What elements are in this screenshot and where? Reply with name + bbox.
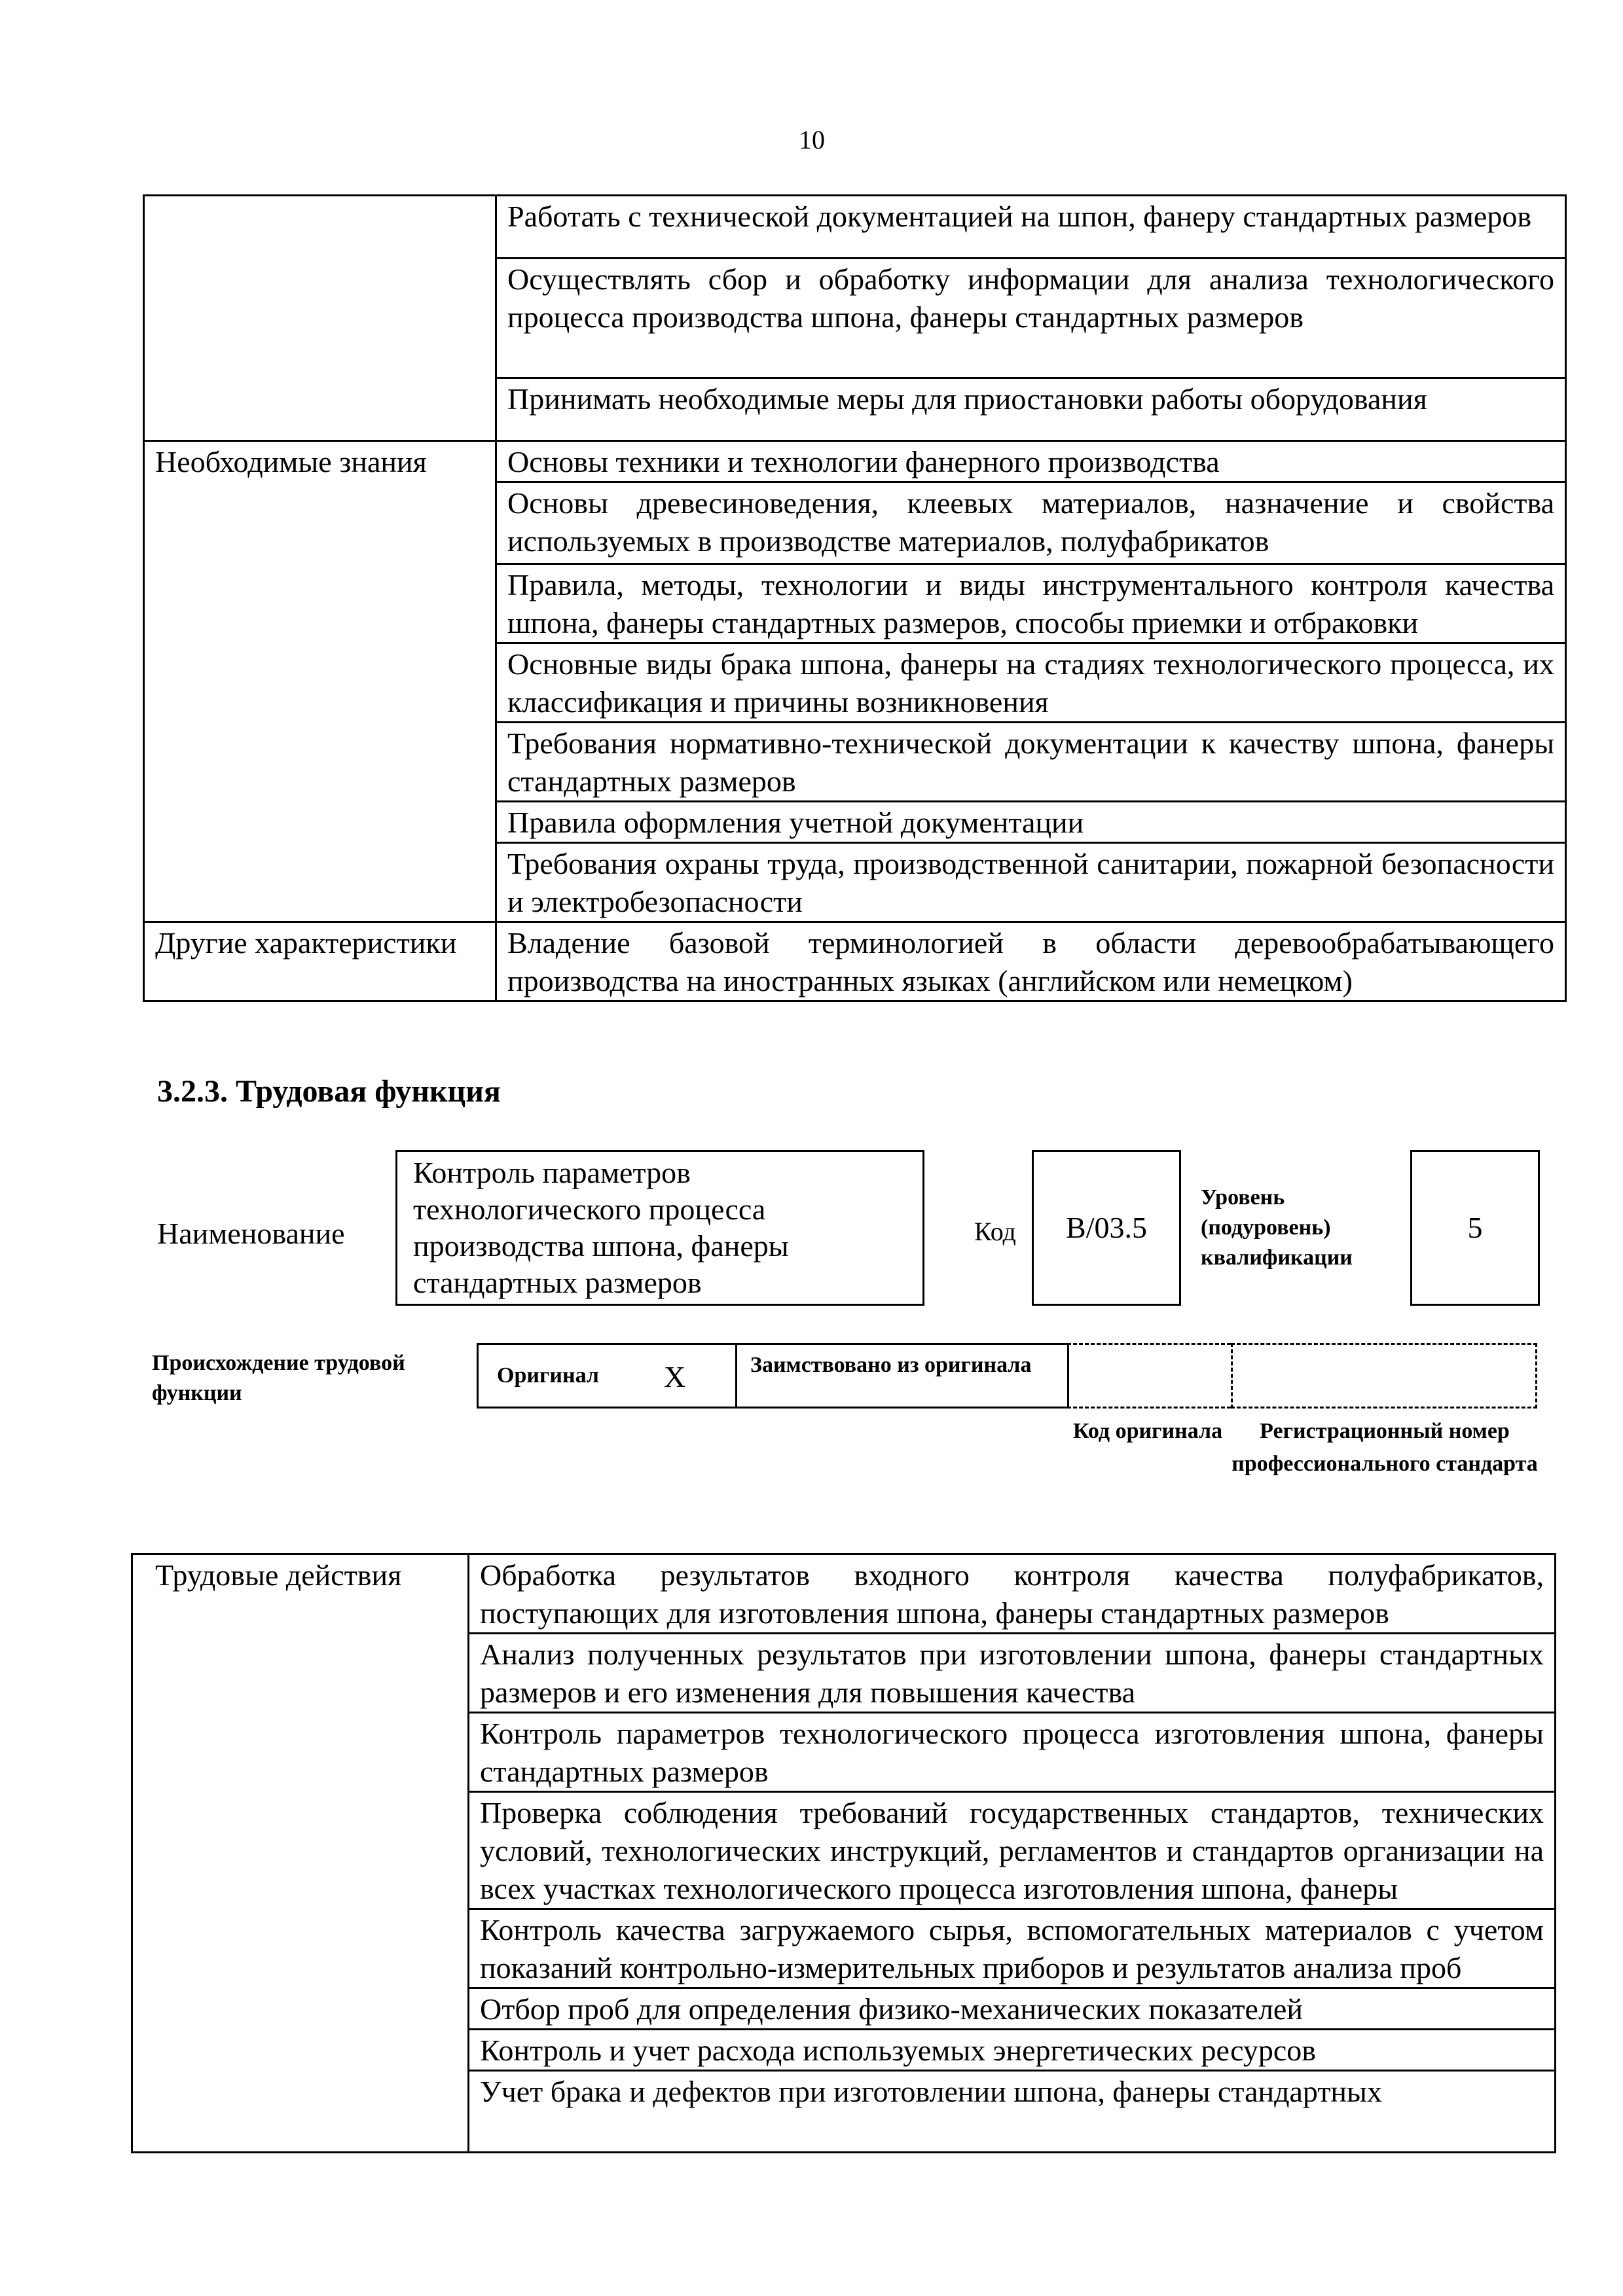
origin-mark: X [664,1360,686,1393]
registration-number-caption: Регистрационный номер профессионального стандарта [1231,1419,1538,1476]
row-text: Анализ полученных результатов при изготовлении шпона, фанеры стандартных размеров и его изменения для повышения качества [469,1634,1556,1713]
row-text: Владение базовой терминологией в области деревообрабатывающего производства на иностранных языках (английском или немецком) [496,922,1566,1001]
row-text: Обработка результатов входного контроля качества полуфабрикатов, поступающих для изготовления шпона, фанеры стандартных размеров [469,1554,1556,1634]
row-text: Отбор проб для определения физико-механических показателей [469,1988,1556,2030]
row-text: Требования нормативно-технической документации к качеству шпона, фанеры стандартных размеров [496,723,1566,802]
row-text: Требования охраны труда, производственной санитарии, пожарной безопасности и электробезопасности [496,843,1566,922]
table-row [144,196,1566,259]
code-value-box: В/03.5 [1032,1150,1181,1306]
row-text: Принимать необходимые меры для приостановки работы оборудования [496,378,1566,441]
row-text: Правила, методы, технологии и виды инструментального контроля качества шпона, фанеры стандартных размеров, способы приемки и отбраковки [496,564,1566,643]
row-text: Основные виды брака шпона, фанеры на стадиях технологического процесса, их классификация и причины возникновения [496,643,1566,723]
row-text: Работать с технической документацией на шпон, фанеру стандартных размеров [496,196,1566,259]
row-text: Осуществлять сбор и обработку информации для анализа технологического процесса производства шпона, фанеры стандартных размеров [496,258,1566,378]
qualification-level-box: 5 [1410,1150,1540,1306]
origin-borrowed-box [737,1343,1067,1408]
skills-knowledge-table [143,194,1567,1002]
row-text: Основы техники и технологии фанерного производства [496,441,1566,482]
row-text: Контроль параметров технологического процесса изготовления шпона, фанеры стандартных размеров [469,1713,1556,1792]
code-label: Код [974,1217,1016,1246]
original-code-box [1067,1343,1231,1408]
table-row [144,441,1566,482]
row-label: Необходимые знания [144,441,496,922]
row-label [144,196,496,441]
original-code-caption: Код оригинала [1072,1419,1223,1443]
labor-actions-table [131,1553,1556,2153]
origin-label: Происхождение трудовой функции [152,1351,405,1405]
table-row [144,922,1566,1001]
table-row [132,1554,1556,1634]
row-text: Правила оформления учетной документации [496,802,1566,843]
row-label: Другие характеристики [144,922,496,1001]
name-label: Наименование [157,1217,345,1250]
origin-borrowed-text: Заимствовано из оригинала [750,1353,1032,1377]
row-text: Контроль качества загружаемого сырья, вспомогательных материалов с учетом показаний контрольно-измерительных приборов и результатов анализа проб [469,1909,1556,1988]
qualification-level-label: Уровень (подуровень) квалификации [1201,1185,1353,1270]
registration-number-box [1231,1343,1537,1408]
row-text: Учет брака и дефектов при изготовлении шпона, фанеры стандартных [469,2071,1556,2153]
origin-original-box [477,1343,737,1408]
row-text: Основы древесиноведения, клеевых материалов, назначение и свойства используемых в производстве материалов, полуфабрикатов [496,482,1566,564]
page-number: 10 [799,125,825,154]
row-text: Проверка соблюдения требований государственных стандартов, технических условий, технологических инструкций, регламентов и стандартов организации на всех участках технологического процесса изготовления шпона, фанеры [469,1792,1556,1909]
section-heading: 3.2.3. Трудовая функция [157,1074,501,1109]
function-name-box: Контроль параметров технологического процесса производства шпона, фанеры стандартных размеров [395,1150,924,1306]
origin-original-text: Оригинал [497,1363,599,1388]
row-text: Контроль и учет расхода используемых энергетических ресурсов [469,2030,1556,2071]
row-label: Трудовые действия [132,1554,469,2153]
